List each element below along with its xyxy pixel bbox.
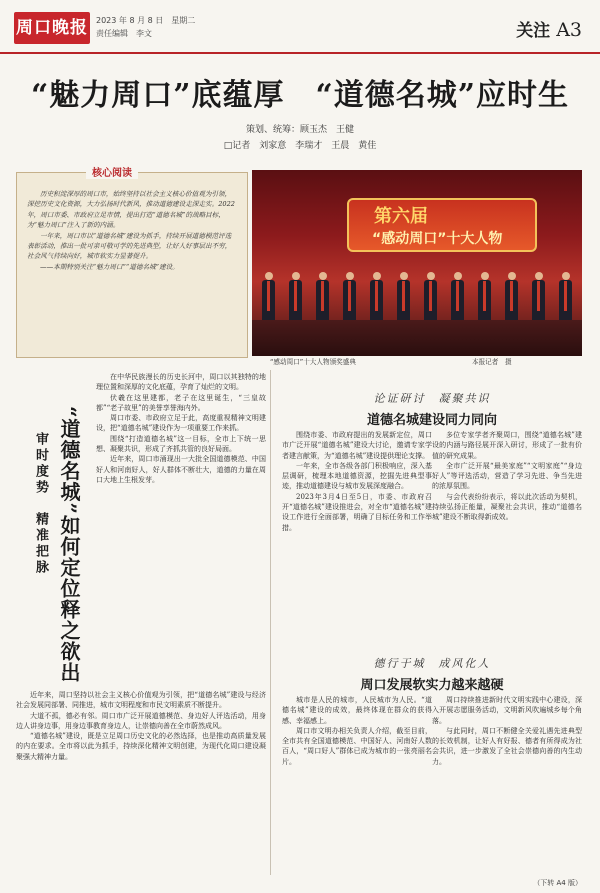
- section-name: 关注: [516, 21, 551, 41]
- article-paragraph: 近年来，周口市涌现出一大批全国道德模范、中国好人和河南好人，好人群体不断壮大，道德的力量在周口大地上生根发芽。: [96, 455, 266, 484]
- masthead: [0, 0, 600, 54]
- issue-editor: 责任编辑 李文: [96, 29, 152, 38]
- article-paragraph: 大道不孤，德必有邻。周口市广泛开展道德模范、身边好人评选活动，用身边人讲身边事，用身边事教育身边人，让崇德向善在全市蔚然成风。: [16, 711, 266, 730]
- core-paragraph: ——本期特别关注“魅力周口”“道德名城”建设。: [40, 262, 179, 271]
- article-paragraph: 与会代表纷纷表示，将以此次活动为契机，持续弘扬正能量，凝聚社会共识，推动“道德名城”建设不断取得新成效。: [432, 492, 582, 522]
- article-paragraph: 周口市文明办相关负责人介绍，截至目前，全市共有全国道德模范、中国好人、河南好人数百人，“周口好人”群体已成为城市的一张亮丽名片。: [282, 726, 432, 766]
- article-paragraph: 在中华民族漫长的历史长河中，周口以其独特的地理位置和深厚的文化底蕴，孕育了灿烂的文明。: [96, 373, 266, 392]
- page-code: A3: [556, 19, 582, 41]
- byline: [0, 122, 600, 154]
- awardee-group: [262, 266, 572, 328]
- left-article-body-bottom: [16, 690, 266, 762]
- section-two-column: [282, 695, 432, 767]
- section-one-column: [432, 430, 582, 533]
- left-article-title: “道德名城”如何定位释之欲出: [57, 406, 81, 684]
- article-paragraph: “道德名城”建设，既是立足周口历史文化的必然选择，也是推动高质量发展的内在要求。全市将以此为抓手，持续深化精神文明创建，为现代化周口建设凝聚强大精神力量。: [16, 732, 266, 761]
- section-one-kicker: 论证研讨 凝聚共识: [373, 392, 491, 405]
- article-paragraph: 全市广泛开展“最美家庭”“文明家庭”“身边好人”等评选活动，营造了学习先进、争当先进的浓厚氛围。: [432, 461, 582, 491]
- section-two-kicker: 德行于城 成风化人: [373, 657, 491, 670]
- issue-date: 2023 年 8 月 8 日 星期二: [96, 16, 196, 25]
- article-paragraph: 与此同时，周口不断健全关爱礼遇先进典型的长效机制，让好人有好报、德者有所得成为社会共识，进一步激发了全社会崇德向善的内生动力。: [432, 726, 582, 766]
- section-one-header: [282, 390, 582, 428]
- article-paragraph: 2023年3月4日至5日，市委、市政府召开“道德名城”建设推进会，对全市“道德名城”建设工作进行全面部署，明确了目标任务和工作举措。: [282, 492, 432, 532]
- ceremony-photo: [252, 170, 582, 356]
- section-two-body: [282, 695, 582, 767]
- left-article-subtitle: 审时度势 精准把脉: [33, 432, 48, 576]
- core-reading-box: [16, 172, 248, 358]
- core-paragraph: 一年来，周口市以“道德名城”建设为抓手，持续开展道德模范评选表彰活动，推出一批可亲可敬可学的先进典型，让好人好事层出不穷，社会风气持续向好，城市软实力显著提升。: [27, 231, 232, 261]
- photo-credit: 本报记者 摄: [472, 358, 512, 366]
- article-paragraph: 周口市委、市政府立足于此，高度重视精神文明建设，把“道德名城”建设作为一项重要工作来抓。: [96, 414, 266, 433]
- section-one-body: [282, 430, 582, 533]
- section-two-header: [282, 655, 582, 693]
- page-headline: “魅力周口”底蕴厚 “道德名城”应时生: [30, 78, 570, 113]
- stage-floor: [252, 320, 582, 356]
- section-one-title: 道德名城建设同力同向: [366, 413, 497, 428]
- continued-note[interactable]: （下转 A4 版）: [533, 879, 582, 887]
- section-two-title: 周口发展软实力越来越硬: [360, 678, 504, 693]
- column-divider: [270, 370, 271, 875]
- issue-meta: [96, 14, 195, 40]
- section-label: [516, 16, 582, 41]
- article-paragraph: 一年来，全市各级各部门积极响应，深入基层调研，梳理本地道德资源，挖掘先进典型事迹，推动道德建设与城市发展深度融合。: [282, 461, 432, 491]
- article-paragraph: 城市是人民的城市，人民城市为人民。“道德名城”建设的成效，最终体现在群众的获得感、幸福感上。: [282, 696, 432, 725]
- planning-credit: 策划、统筹：顾玉杰 王健: [245, 125, 354, 135]
- article-paragraph: 近年来，周口坚持以社会主义核心价值观为引领，把“道德名城”建设与经济社会发展同部署、同推进，城市文明程度和市民文明素质不断提升。: [16, 691, 266, 710]
- left-article-body-top: [96, 372, 266, 485]
- article-paragraph: 伏羲在这里建都，老子在这里诞生，“三皇故都”“老子故里”的美誉享誉海内外。: [96, 393, 266, 412]
- article-paragraph: 多位专家学者齐聚周口，围绕“道德名城”建设的内涵与路径展开深入研讨，形成了一批有价值的研究成果。: [432, 431, 582, 460]
- section-one-column: [282, 430, 432, 533]
- core-paragraph: 历史积淀深厚的周口市，始终坚持以社会主义核心价值观为引领，深挖历史文化资源，大力弘扬时代新风，推动道德建设走深走实。2022年，周口市委、市政府立足市情，提出打造“道德名城”的战略目标，为“魅力周口”注入了新的内涵。: [27, 190, 235, 230]
- core-reading-title: 核心阅读: [86, 164, 138, 179]
- newspaper-logo: 周口晚报: [14, 12, 90, 44]
- section-two-column: [432, 695, 582, 767]
- banner-text-title: “感动周口”十大人物: [372, 231, 503, 247]
- article-paragraph: 围绕“打造道德名城”这一目标，全市上下统一思想、凝聚共识，形成了齐抓共管的良好局面。: [96, 434, 266, 454]
- banner-text-edition: 第六届: [374, 206, 428, 227]
- reporter-credit: □记者 刘家意 李瑞才 王晨 黄佳: [223, 141, 377, 151]
- article-paragraph: 围绕市委、市政府提出的发展新定位，周口市广泛开展“道德名城”建设大讨论，邀请专家学者建言献策，为“道德名城”建设提供理论支撑。: [282, 431, 432, 460]
- article-paragraph: 周口持续推进新时代文明实践中心建设，深入开展志愿服务活动，文明新风吹遍城乡每个角落。: [432, 696, 582, 725]
- photo-caption: “感动周口”十大人物颁奖盛典: [270, 358, 356, 366]
